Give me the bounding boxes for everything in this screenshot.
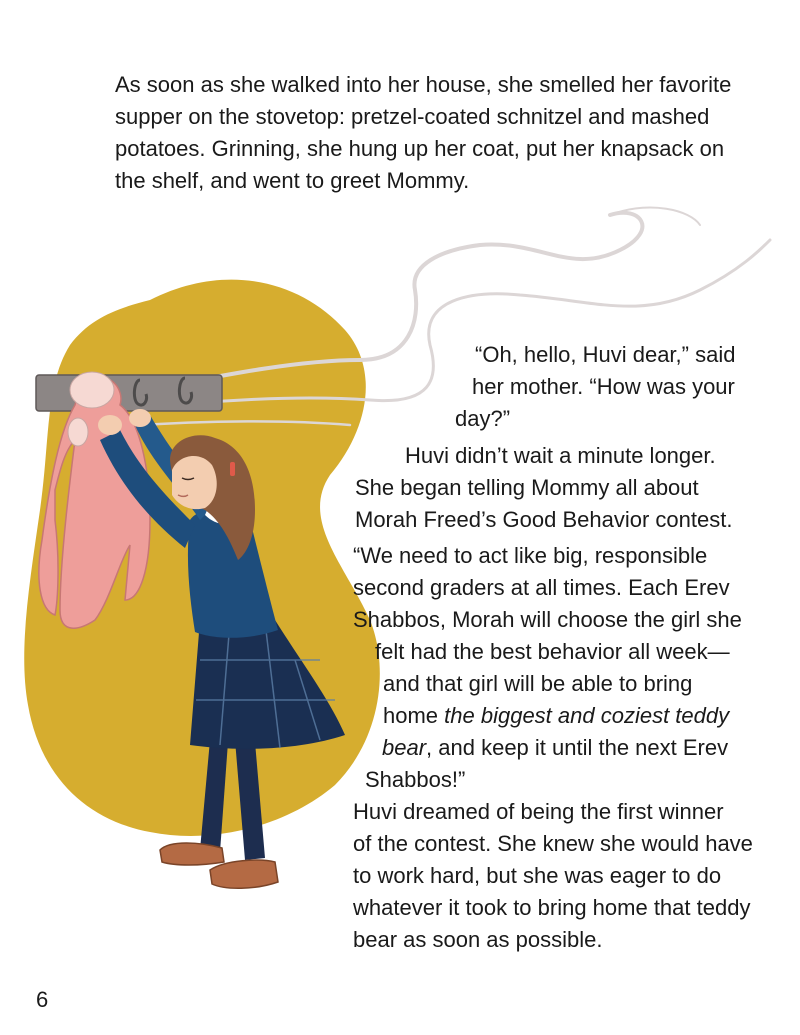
text-line: Morah Freed’s Good Behavior contest. (355, 507, 733, 532)
text-line: of the contest. She knew she would have (353, 831, 753, 856)
page-number: 6 (36, 987, 49, 1012)
text-line: Huvi dreamed of being the first winner (353, 799, 724, 824)
text-line (383, 701, 729, 731)
text-span: , and keep it until the next Erev (426, 735, 729, 760)
text-line: and that girl will be able to bring (383, 671, 693, 696)
text-line (382, 733, 728, 763)
text-line: As soon as she walked into her house, she smelled her favorite (115, 72, 732, 97)
text-line: Huvi didn’t wait a minute longer. (405, 443, 716, 468)
text-line: potatoes. Grinning, she hung up her coat, put her knapsack on (115, 136, 725, 161)
left-shoe (160, 843, 224, 865)
text-span: home (383, 703, 445, 728)
text-line: the shelf, and went to greet Mommy. (115, 168, 470, 193)
italic-text-span: bear (382, 735, 427, 760)
text-line: “We need to act like big, responsible (353, 543, 708, 568)
coat-rack (36, 375, 222, 411)
text-line: day?” (455, 406, 511, 431)
text-line: whatever it took to bring home that teddy (353, 895, 751, 920)
text-line: Shabbos!” (365, 767, 466, 792)
text-line: She began telling Mommy all about (355, 475, 699, 500)
text-line: Shabbos, Morah will choose the girl she (353, 607, 742, 632)
text-line: felt had the best behavior all week— (375, 639, 730, 664)
right-shoe (210, 860, 278, 888)
text-line: to work hard, but she was eager to do (353, 863, 722, 888)
text-line: second graders at all times. Each Erev (353, 575, 730, 600)
italic-text-span: the biggest and coziest teddy (444, 703, 730, 728)
text-line: bear as soon as possible. (353, 927, 603, 952)
text-line: her mother. “How was your (472, 374, 735, 399)
text-line: supper on the stovetop: pretzel-coated schnitzel and mashed (115, 104, 710, 129)
text-line: “Oh, hello, Huvi dear,” said (475, 342, 736, 367)
